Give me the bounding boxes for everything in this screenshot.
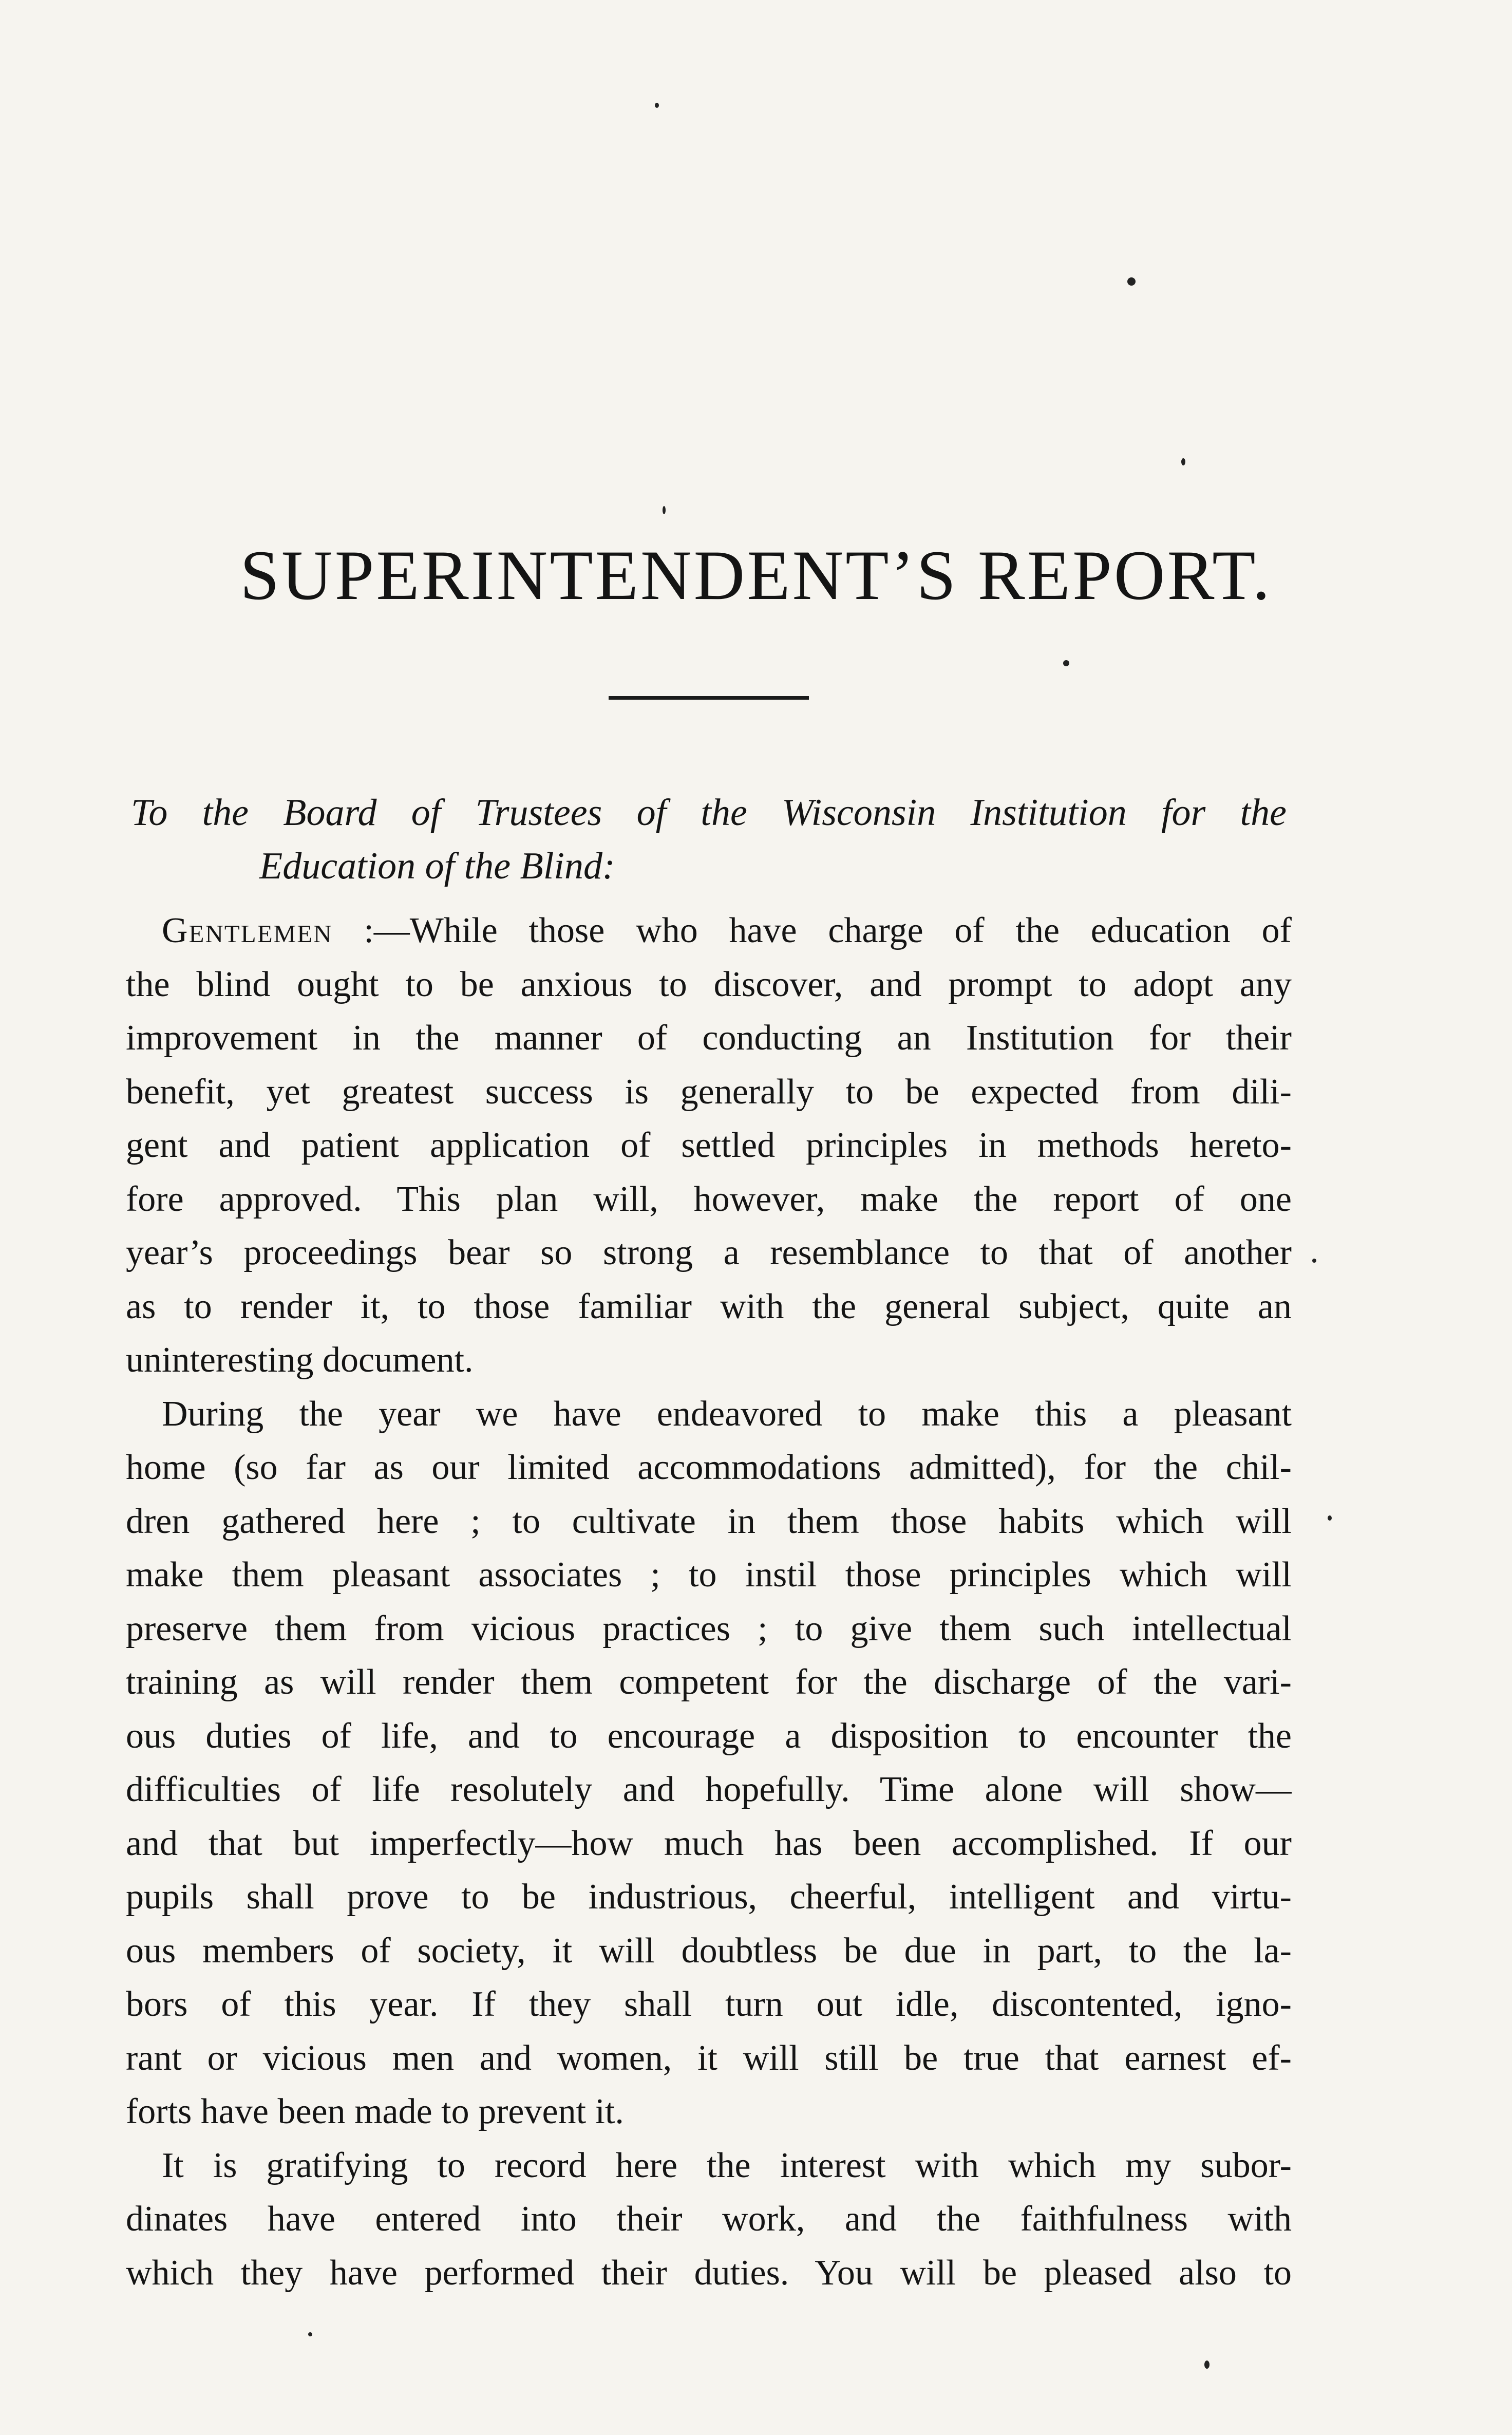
text-line: forts have been made to prevent it. <box>126 2092 624 2131</box>
text-line: year’s proceedings bear so strong a resemblance to that of another <box>126 1233 1292 1272</box>
text-line: improvement in the manner of conducting an Institution for their <box>126 1018 1292 1058</box>
text-line: fore approved. This plan will, however, make the report of one <box>126 1179 1292 1219</box>
report-body <box>126 904 1292 2300</box>
paragraph <box>126 904 1292 1388</box>
scan-speck <box>1328 1515 1332 1521</box>
scan-speck <box>308 2332 312 2336</box>
text-line: bors of this year. If they shall turn out idle, discontented, igno- <box>126 1984 1292 2024</box>
text-line: preserve them from vicious practices ; to give them such intellectual <box>126 1608 1292 1649</box>
text-line-content: :—While those who have charge of the education of <box>332 911 1292 950</box>
text-line <box>126 904 1292 958</box>
text-line: dren gathered here ; to cultivate in them those habits which will <box>126 1501 1292 1541</box>
salutation-line: To the Board of Trustees of the Wisconsin Institution for the <box>131 792 1287 834</box>
text-line: During the year we have endeavored to make this a pleasant <box>162 1394 1292 1434</box>
text-line: training as will render them competent for the discharge of the vari- <box>126 1662 1292 1702</box>
text-line: which they have performed their duties. You will be pleased also to <box>126 2253 1292 2293</box>
text-line: It is gratifying to record here the interest with which my subor- <box>162 2145 1292 2185</box>
scan-speck <box>1063 660 1069 666</box>
scan-speck <box>1181 458 1185 465</box>
text-line: make them pleasant associates ; to instil those principles which will <box>126 1555 1292 1595</box>
text-line: gent and patient application of settled principles in methods hereto- <box>126 1126 1292 1165</box>
text-line: benefit, yet greatest success is generally to be expected from dili- <box>126 1072 1292 1112</box>
salutation-line: Education of the Blind: <box>259 845 615 887</box>
text-line: dinates have entered into their work, and the faithfulness with <box>126 2199 1292 2239</box>
scan-speck <box>1127 277 1136 286</box>
salutation-lead: Gentlemen <box>162 911 333 950</box>
paragraph <box>126 2139 1292 2300</box>
text-line: uninteresting document. <box>126 1340 474 1380</box>
scan-speck <box>655 103 659 108</box>
scan-speck <box>663 506 666 514</box>
scan-speck <box>1204 2361 1209 2369</box>
text-line: rant or vicious men and women, it will still be true that earnest ef- <box>126 2038 1292 2078</box>
text-line: pupils shall prove to be industrious, cheerful, intelligent and virtu- <box>126 1877 1292 1917</box>
salutation <box>131 786 1287 893</box>
title-rule <box>609 696 809 700</box>
text-line: the blind ought to be anxious to discover, and prompt to adopt any <box>126 964 1292 1004</box>
paragraph <box>126 1388 1292 2139</box>
text-line: difficulties of life resolutely and hopefully. Time alone will show— <box>126 1770 1292 1809</box>
text-line: and that but imperfectly—how much has been accomplished. If our <box>126 1823 1292 1863</box>
text-line: home (so far as our limited accommodations admitted), for the chil- <box>126 1448 1292 1487</box>
text-line: as to render it, to those familiar with the general subject, quite an <box>126 1286 1292 1326</box>
text-line: ous duties of life, and to encourage a disposition to encounter the <box>126 1716 1292 1756</box>
text-line: ous members of society, it will doubtless be due in part, to the la- <box>126 1931 1292 1971</box>
scan-speck <box>1312 1259 1316 1263</box>
page-title: SUPERINTENDENT’S REPORT. <box>240 536 1272 614</box>
